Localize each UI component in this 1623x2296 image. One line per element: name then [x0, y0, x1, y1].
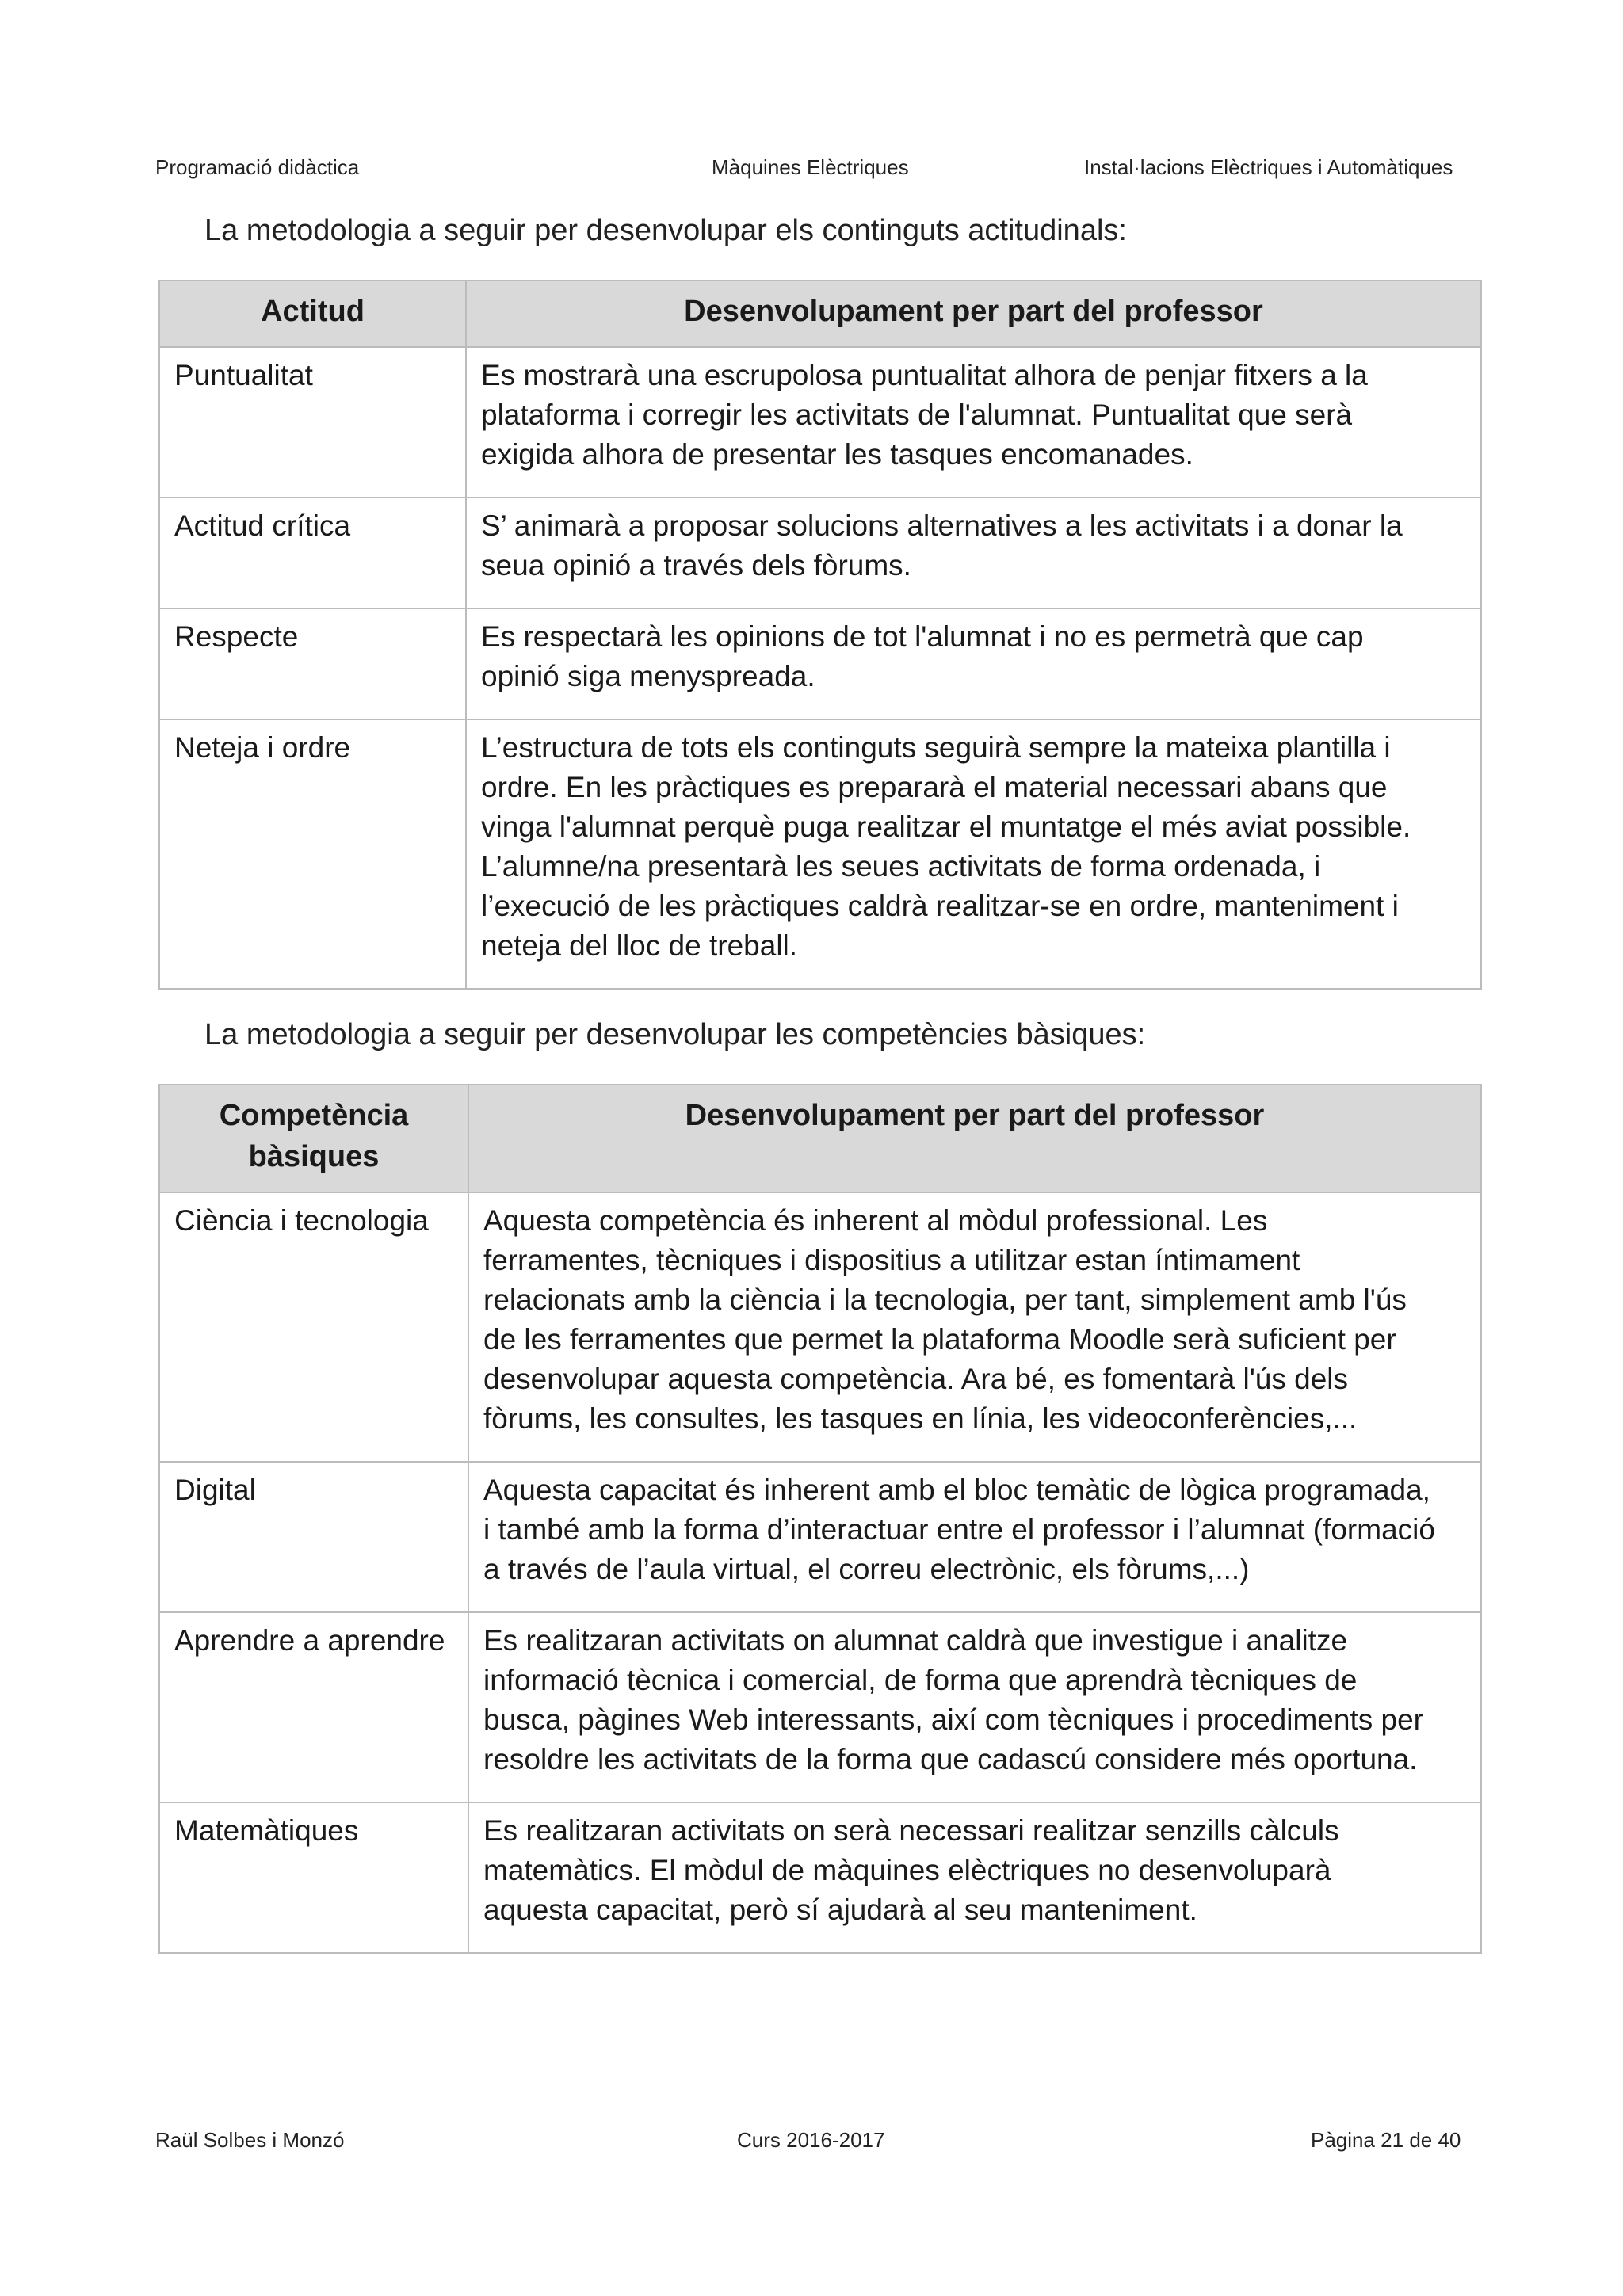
competence-description	[468, 1802, 1481, 1953]
competences-table	[158, 1084, 1482, 1954]
description-line: de les ferramentes que permet la plataforma Moodle serà suficient per	[483, 1323, 1396, 1356]
attitude-name: Puntualitat	[159, 347, 466, 498]
table-row	[159, 1612, 1481, 1802]
attitude-name: Actitud crítica	[159, 498, 466, 608]
description-line: a través de l’aula virtual, el correu electrònic, els fòrums,...)	[483, 1553, 1250, 1585]
competence-name: Matemàtiques	[159, 1802, 468, 1953]
description-line: aquesta capacitat, però sí ajudarà al seu manteniment.	[483, 1894, 1197, 1926]
attitude-name: Neteja i ordre	[159, 719, 466, 989]
description-line: ordre. En les pràctiques es prepararà el material necessari abans que	[481, 771, 1388, 803]
header-center: Màquines Elèctriques	[712, 155, 909, 179]
description-line: L’estructura de tots els continguts seguirà sempre la mateixa plantilla i	[481, 731, 1391, 764]
attitude-description	[466, 498, 1481, 608]
table-row	[159, 1192, 1481, 1462]
footer-left: Raül Solbes i Monzó	[155, 2128, 345, 2152]
description-line: i també amb la forma d’interactuar entre el professor i l’alumnat (formació	[483, 1513, 1435, 1546]
table-row	[159, 347, 1481, 498]
footer-right: Pàgina 21 de 40	[1311, 2128, 1461, 2152]
description-line: vinga l'alumnat perquè puga realitzar el muntatge el més aviat possible.	[481, 810, 1411, 843]
table-header-row	[159, 280, 1481, 347]
description-line: desenvolupar aquesta competència. Ara bé, es fomentarà l'ús dels	[483, 1363, 1349, 1395]
description-line: l’execució de les pràctiques caldrà realitzar-se en ordre, manteniment i	[481, 890, 1399, 922]
footer-center: Curs 2016-2017	[737, 2128, 885, 2152]
column-header: Desenvolupament per part del professor	[468, 1085, 1481, 1192]
attitude-description	[466, 347, 1481, 498]
description-line: Es realitzaran activitats on alumnat caldrà que investigue i analitze	[483, 1624, 1348, 1657]
description-line: Es realitzaran activitats on serà necessari realitzar senzills càlculs	[483, 1814, 1339, 1847]
table-header-row	[159, 1085, 1481, 1192]
description-line: exigida alhora de presentar les tasques encomanades.	[481, 438, 1193, 471]
description-line: L’alumne/na presentarà les seues activitats de forma ordenada, i	[481, 850, 1321, 883]
table-row	[159, 498, 1481, 608]
description-line: seua opinió a través dels fòrums.	[481, 549, 911, 582]
table-row	[159, 1462, 1481, 1612]
competence-description	[468, 1612, 1481, 1802]
table-row	[159, 719, 1481, 989]
attitude-description	[466, 608, 1481, 719]
competence-name: Digital	[159, 1462, 468, 1612]
description-line: informació tècnica i comercial, de forma que aprendrà tècniques de	[483, 1664, 1358, 1696]
description-line: relacionats amb la ciència i la tecnologia, per tant, simplement amb l'ús	[483, 1283, 1407, 1316]
competence-name: Ciència i tecnologia	[159, 1192, 468, 1462]
description-line: resoldre les activitats de la forma que cadascú considere més oportuna.	[483, 1743, 1418, 1775]
column-header	[159, 1085, 468, 1192]
description-line: opinió siga menyspreada.	[481, 660, 815, 692]
competence-description	[468, 1462, 1481, 1612]
attitude-description	[466, 719, 1481, 989]
description-line: S’ animarà a proposar solucions alternatives a les activitats i a donar la	[481, 509, 1403, 542]
description-line: plataforma i corregir les activitats de l'alumnat. Puntualitat que serà	[481, 399, 1353, 431]
attitudes-table	[158, 280, 1482, 990]
column-header-line: Competència	[219, 1099, 409, 1132]
description-line: ferramentes, tècniques i dispositius a utilitzar estan íntimament	[483, 1244, 1300, 1276]
section1-intro: La metodologia a seguir per desenvolupar els continguts actitudinals:	[204, 214, 1127, 247]
description-line: fòrums, les consultes, les tasques en línia, les videoconferències,...	[483, 1402, 1358, 1435]
section2-intro: La metodologia a seguir per desenvolupar les competències bàsiques:	[204, 1018, 1146, 1051]
competence-name: Aprendre a aprendre	[159, 1612, 468, 1802]
header-left: Programació didàctica	[155, 155, 360, 179]
column-header-line: bàsiques	[248, 1140, 380, 1173]
description-line: Aquesta capacitat és inherent amb el bloc temàtic de lògica programada,	[483, 1474, 1430, 1506]
column-header: Actitud	[159, 280, 466, 347]
table-row	[159, 608, 1481, 719]
description-line: busca, pàgines Web interessants, així com tècniques i procediments per	[483, 1703, 1423, 1736]
table-row	[159, 1802, 1481, 1953]
header-right: Instal·lacions Elèctriques i Automàtiques	[1084, 155, 1453, 179]
description-line: Es respectarà les opinions de tot l'alumnat i no es permetrà que cap	[481, 620, 1364, 653]
column-header: Desenvolupament per part del professor	[466, 280, 1481, 347]
attitude-name: Respecte	[159, 608, 466, 719]
description-line: Aquesta competència és inherent al mòdul professional. Les	[483, 1204, 1268, 1237]
competence-description	[468, 1192, 1481, 1462]
description-line: neteja del lloc de treball.	[481, 929, 798, 962]
description-line: Es mostrarà una escrupolosa puntualitat alhora de penjar fitxers a la	[481, 359, 1368, 391]
description-line: matemàtics. El mòdul de màquines elèctriques no desenvoluparà	[483, 1854, 1331, 1886]
